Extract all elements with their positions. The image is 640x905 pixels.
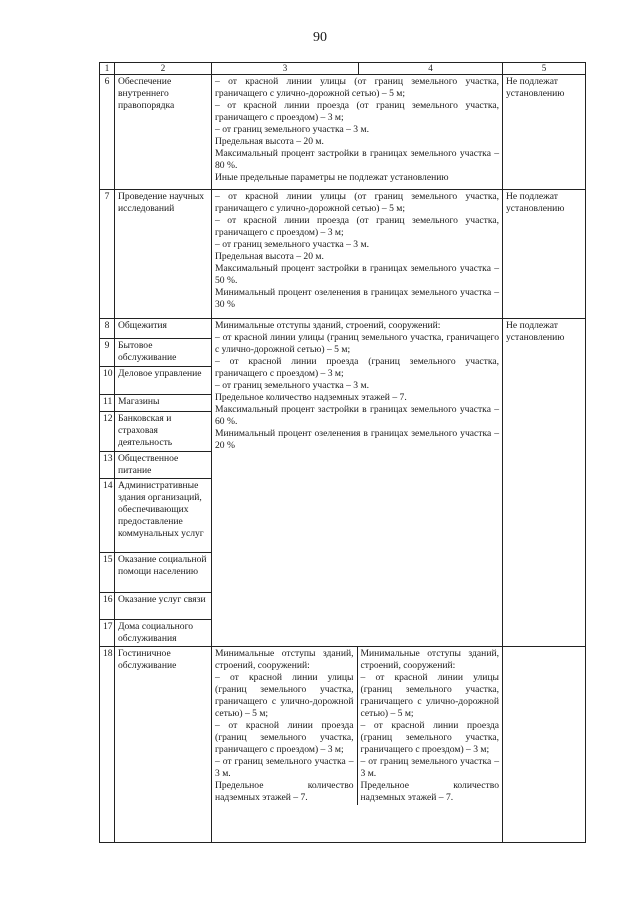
use-name: Общежития — [115, 319, 212, 339]
row-number: 6 — [100, 75, 115, 190]
row-number: 17 — [100, 620, 115, 647]
note-empty — [503, 647, 586, 843]
use-name: Административные здания организаций, обеспечивающих предоставление коммунальных услуг — [115, 479, 212, 553]
parameters-column-4: Минимальные отступы зданий, строений, сооружений: – от красной линии улицы (границ земельного участка, граничащего с улично-дорожной сетью) – 5 м; – от красной линии проезда (границ земельного участка, граничащего с проездом) – 3 м; – от границ земельного участка – 3 м. Предельное количество надземных этажей – 7. — [360, 648, 499, 803]
row-number: 12 — [100, 412, 115, 452]
group-parameters-text: Минимальные отступы зданий, строений, сооружений: – от красной линии улицы (границ земельного участка, граничащего с улично-дорожной сетью) – 5 м; – от красной линии проезда (границ земельного участка, граничащего с проездом) – 3 м; – от границ земельного участка – 3 м. Предельное количество надземных этажей – 7. Максимальный процент застройки в границах земельного участка – 60 %. Минимальный процент озеленения в границах земельного участка – 20 % — [212, 319, 503, 647]
use-name: Общественное питание — [115, 452, 212, 479]
table-row — [100, 75, 586, 190]
table-row — [100, 319, 586, 339]
row-number: 10 — [100, 367, 115, 395]
header-cell: 1 — [100, 63, 115, 75]
use-name: Обеспечение внутреннего правопорядка — [115, 75, 212, 190]
header-cell: 3 — [212, 63, 359, 75]
row-number: 15 — [100, 553, 115, 593]
use-name: Проведение научных исследований — [115, 190, 212, 319]
parameters-column-3: Минимальные отступы зданий, строений, сооружений: – от красной линии улицы (границ земельного участка, граничащего с улично-дорожной сетью) – 5 м; – от красной линии проезда (границ земельного участка, граничащего с проездом) – 3 м; – от границ земельного участка – 3 м. Предельное количество надземных этажей – 7. — [212, 647, 357, 805]
use-name: Бытовое обслуживание — [115, 339, 212, 367]
table-row — [100, 190, 586, 319]
parameters-text: – от красной линии улицы (от границ земельного участка, граничащего с улично-дорожной сетью) – 5 м; – от красной линии проезда (от границ земельного участка, граничащего с проездом) – 3 м; – от границ земельного участка – 3 м. Предельная высота – 20 м. Максимальный процент застройки в границах земельного участка – 80 %. Иные предельные параметры не подлежат установлению — [212, 75, 503, 190]
use-name: Банковская и страховая деятельность — [115, 412, 212, 452]
row-number: 16 — [100, 593, 115, 620]
note-text: Не подлежат установлению — [503, 190, 586, 319]
row-number: 9 — [100, 339, 115, 367]
row-number: 7 — [100, 190, 115, 319]
regulations-table — [99, 62, 586, 843]
use-name: Дома социального обслуживания — [115, 620, 212, 647]
use-name: Оказание социальной помощи населению — [115, 553, 212, 593]
row-number: 11 — [100, 395, 115, 412]
use-name: Оказание услуг связи — [115, 593, 212, 620]
use-name: Гостиничное обслуживание — [115, 647, 212, 843]
use-name: Деловое управление — [115, 367, 212, 395]
page-number: 90 — [313, 30, 327, 45]
header-cell: 2 — [115, 63, 212, 75]
parameters-text: – от красной линии улицы (от границ земельного участка, граничащего с улично-дорожной сетью) – 5 м; – от красной линии проезда (от границ земельного участка, граничащего с проездом) – 3 м; – от границ земельного участка – 3 м. Предельная высота – 20 м. Максимальный процент застройки в границах земельного участка – 50 %. Минимальный процент озеленения в границах земельного участка – 30 % — [212, 190, 503, 319]
group-note-text: Не подлежат установлению — [503, 319, 586, 647]
header-cell: 5 — [503, 63, 586, 75]
row-number: 8 — [100, 319, 115, 339]
header-cell: 4 — [359, 63, 503, 75]
row-number: 13 — [100, 452, 115, 479]
table-row — [100, 647, 586, 843]
use-name: Магазины — [115, 395, 212, 412]
note-text: Не подлежат установлению — [503, 75, 586, 190]
split-parameters-cell — [212, 647, 503, 843]
row-number: 18 — [100, 647, 115, 843]
header-row — [100, 63, 586, 75]
row-number: 14 — [100, 479, 115, 553]
